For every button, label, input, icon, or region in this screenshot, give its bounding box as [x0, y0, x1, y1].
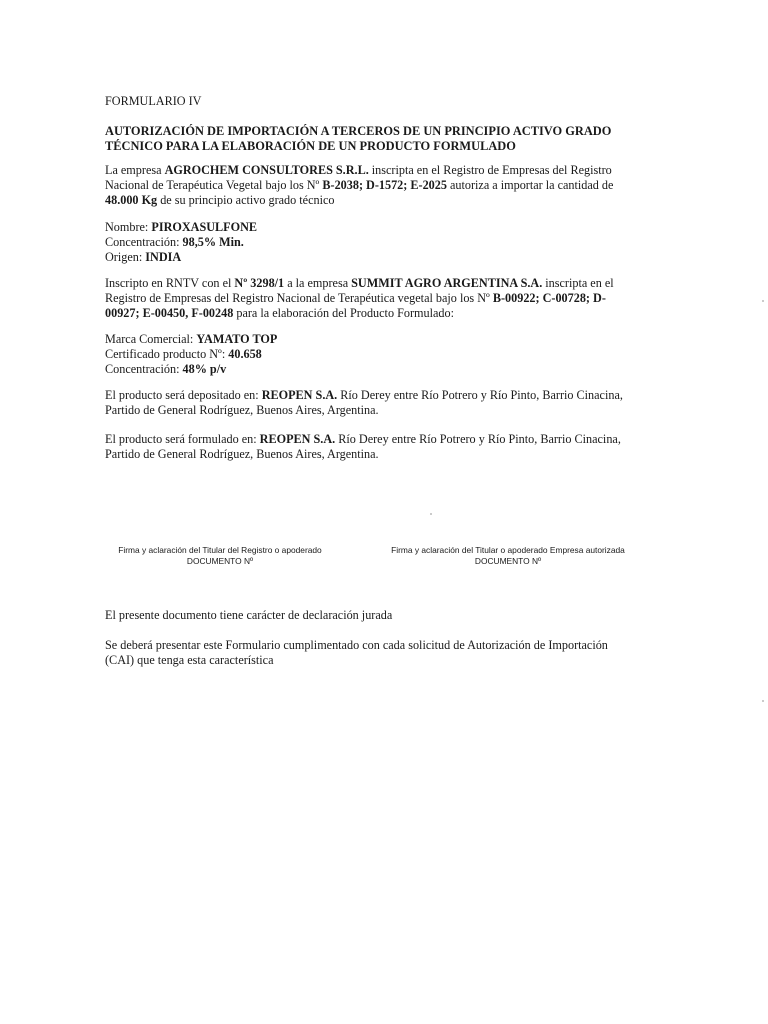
signature-left	[100, 545, 340, 567]
deposit-text: El producto será depositado en:	[105, 388, 262, 402]
importer-registrations: B-2038; D-1572; E-2025	[322, 178, 447, 192]
active-origin-row	[105, 250, 665, 265]
deposit-company: REOPEN S.A.	[261, 388, 338, 402]
active-origin-label: Origen:	[105, 250, 146, 264]
product-brand-row	[105, 332, 665, 347]
rntv-text: Registro de Empresas del Registro Nacional de Terapéutica vegetal bajo los Nº	[105, 291, 493, 305]
formulate-company: REOPEN S.A.	[259, 432, 336, 446]
active-name-value: PIROXASULFONE	[151, 220, 258, 234]
signature-right-caption: Firma y aclaración del Titular o apoderado Empresa autorizada	[391, 545, 625, 555]
signature-right-document: DOCUMENTO Nº	[474, 556, 542, 566]
product-conc-value: 48% p/v	[182, 362, 227, 376]
product-conc-label: Concentración:	[105, 362, 183, 376]
deposit-text: Río Derey entre Río Potrero y Río Pinto, Barrio Cinacina,	[337, 388, 623, 402]
active-name-label: Nombre:	[105, 220, 152, 234]
scan-speck	[762, 300, 764, 302]
declaration	[105, 608, 665, 623]
active-conc-value: 98,5% Min.	[182, 235, 244, 249]
submission-note	[105, 638, 675, 668]
form-label	[105, 94, 665, 109]
title-line-2: TÉCNICO PARA LA ELABORACIÓN DE UN PRODUCTO FORMULADO	[105, 139, 516, 153]
intro-line-2	[105, 178, 675, 193]
formulator-company: SUMMIT AGRO ARGENTINA S.A.	[351, 276, 543, 290]
signature-left-document: DOCUMENTO Nº	[186, 556, 254, 566]
rntv-paragraph	[105, 276, 675, 321]
product-cert-row	[105, 347, 665, 362]
formulator-registrations: B-00922; C-00728; D-	[492, 291, 606, 305]
scan-speck	[430, 513, 432, 515]
intro-text: Nacional de Terapéutica Vegetal bajo los Nº	[105, 178, 323, 192]
product-brand-value: YAMATO TOP	[196, 332, 278, 346]
active-name-row	[105, 220, 665, 235]
formulate-text: Río Derey entre Río Potrero y Río Pinto, Barrio Cinacina,	[335, 432, 621, 446]
deposit-line-2: Partido de General Rodríguez, Buenos Aires, Argentina.	[105, 403, 379, 417]
rntv-line-1	[105, 276, 675, 291]
intro-paragraph	[105, 163, 675, 208]
deposit-line-1	[105, 388, 675, 403]
active-ingredient-block	[105, 220, 665, 265]
intro-line-3	[105, 193, 675, 208]
deposit-paragraph	[105, 388, 675, 418]
formulate-line-2: Partido de General Rodríguez, Buenos Aires, Argentina.	[105, 447, 379, 461]
signature-left-caption: Firma y aclaración del Titular del Registro o apoderado	[118, 545, 322, 555]
product-cert-value: 40.658	[228, 347, 262, 361]
formulate-paragraph	[105, 432, 675, 462]
rntv-text: para la elaboración del Producto Formulado:	[233, 306, 454, 320]
product-block	[105, 332, 665, 377]
rntv-text: a la empresa	[284, 276, 352, 290]
intro-text: de su principio activo grado técnico	[157, 193, 335, 207]
declaration-text: El presente documento tiene carácter de declaración jurada	[105, 608, 393, 622]
document-title	[105, 124, 675, 154]
importer-company: AGROCHEM CONSULTORES S.R.L.	[164, 163, 369, 177]
rntv-text: Inscripto en RNTV con el	[105, 276, 235, 290]
active-conc-row	[105, 235, 665, 250]
intro-text: autoriza a importar la cantidad de	[446, 178, 614, 192]
active-origin-value: INDIA	[145, 250, 182, 264]
rntv-line-3	[105, 306, 675, 321]
formulate-line-1	[105, 432, 675, 447]
signature-right	[372, 545, 644, 567]
product-conc-row	[105, 362, 665, 377]
rntv-number: Nº 3298/1	[234, 276, 285, 290]
scan-speck	[762, 700, 764, 702]
title-line-1: AUTORIZACIÓN DE IMPORTACIÓN A TERCEROS DE UN PRINCIPIO ACTIVO GRADO	[105, 124, 612, 138]
rntv-text: inscripta en el	[542, 276, 614, 290]
intro-text: inscripta en el Registro de Empresas del Registro	[368, 163, 612, 177]
form-label-text: FORMULARIO IV	[105, 94, 202, 108]
formulate-text: El producto será formulado en:	[105, 432, 260, 446]
formulator-registrations: 00927; E-00450, F-00248	[105, 306, 234, 320]
intro-text: La empresa	[105, 163, 165, 177]
rntv-line-2	[105, 291, 675, 306]
active-conc-label: Concentración:	[105, 235, 183, 249]
product-brand-label: Marca Comercial:	[105, 332, 197, 346]
submission-note-line-2: (CAI) que tenga esta característica	[105, 653, 274, 667]
import-quantity: 48.000 Kg	[105, 193, 158, 207]
submission-note-line-1: Se deberá presentar este Formulario cumplimentado con cada solicitud de Autorización de Importación	[105, 638, 608, 652]
intro-line-1	[105, 163, 675, 178]
product-cert-label: Certificado producto Nº:	[105, 347, 229, 361]
